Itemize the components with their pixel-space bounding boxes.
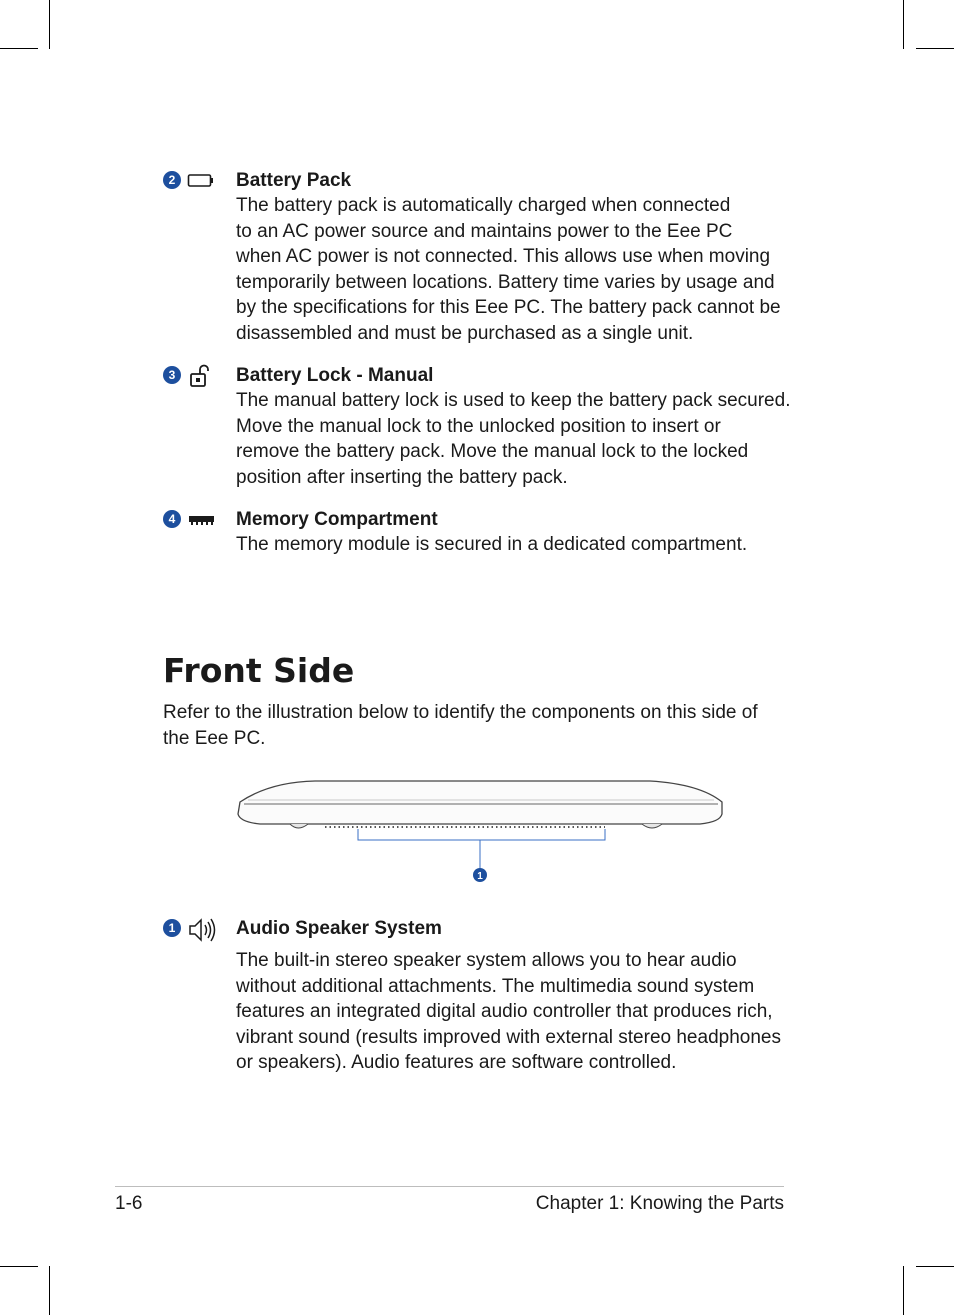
crop-mark [916,48,954,49]
memory-icon [187,507,217,536]
footer-rule [115,1186,784,1187]
battery-icon [187,168,215,197]
description-line: vibrant sound (results improved with external stereo headphones [236,1026,781,1048]
item-title: Memory Compartment [236,509,438,530]
unlock-icon [187,363,215,394]
item-number-badge: 4 [163,510,181,528]
description-line: Move the manual lock to the unlocked position to insert or [236,415,721,437]
crop-mark [49,0,50,49]
description-line: when AC power is not connected. This allows use when moving [236,246,771,268]
page-number: 1-6 [115,1193,143,1214]
description-line: disassembled and must be purchased as a single unit. [236,322,694,344]
description-line: remove the battery pack. Move the manual lock to the locked [236,441,749,463]
item-number-badge: 3 [163,366,181,384]
chapter-title: Chapter 1: Knowing the Parts [535,1193,784,1214]
item-number-badge: 2 [163,171,181,189]
item-memory-compartment [163,507,793,567]
eee-pc-front-view [230,772,730,887]
section-heading: Front Side [163,651,355,690]
speaker-icon [187,916,219,949]
item-description [236,388,796,490]
item-battery-pack [163,168,793,348]
crop-mark [0,1266,38,1267]
item-title: Battery Pack [236,170,352,191]
description-line: features an integrated digital audio controller that produces rich, [236,1001,773,1023]
item-number-badge: 1 [163,919,181,937]
item-description [236,948,796,1076]
callout-number: 1 [477,871,483,882]
description-line: without additional attachments. The multimedia sound system [236,975,755,997]
item-title: Battery Lock - Manual [236,365,434,386]
section-intro [163,700,803,751]
description-line: temporarily between locations. Battery time varies by usage and [236,271,775,293]
description-line: to an AC power source and maintains power to the Eee PC [236,220,733,242]
crop-mark [0,48,38,49]
intro-line: Refer to the illustration below to identify the components on this side of [163,702,758,723]
description-line: The built-in stereo speaker system allows you to hear audio [236,950,737,971]
crop-mark [903,1266,904,1315]
description-line: by the specifications for this Eee PC. The battery pack cannot be [236,297,781,319]
description-line: The memory module is secured in a dedicated compartment. [236,534,748,555]
crop-mark [903,0,904,49]
item-description [236,193,796,347]
description-line: or speakers). Audio features are software controlled. [236,1052,677,1074]
item-audio-speaker [163,916,793,1081]
crop-mark [916,1266,954,1267]
crop-mark [49,1266,50,1315]
front-view-illustration [230,772,730,892]
description-line: The manual battery lock is used to keep the battery pack secured. [236,390,791,411]
item-battery-lock [163,363,793,493]
item-description [236,532,796,558]
item-title: Audio Speaker System [236,918,442,939]
intro-line: the Eee PC. [163,727,266,749]
description-line: The battery pack is automatically charged when connected [236,195,731,216]
description-line: position after inserting the battery pack. [236,466,568,488]
